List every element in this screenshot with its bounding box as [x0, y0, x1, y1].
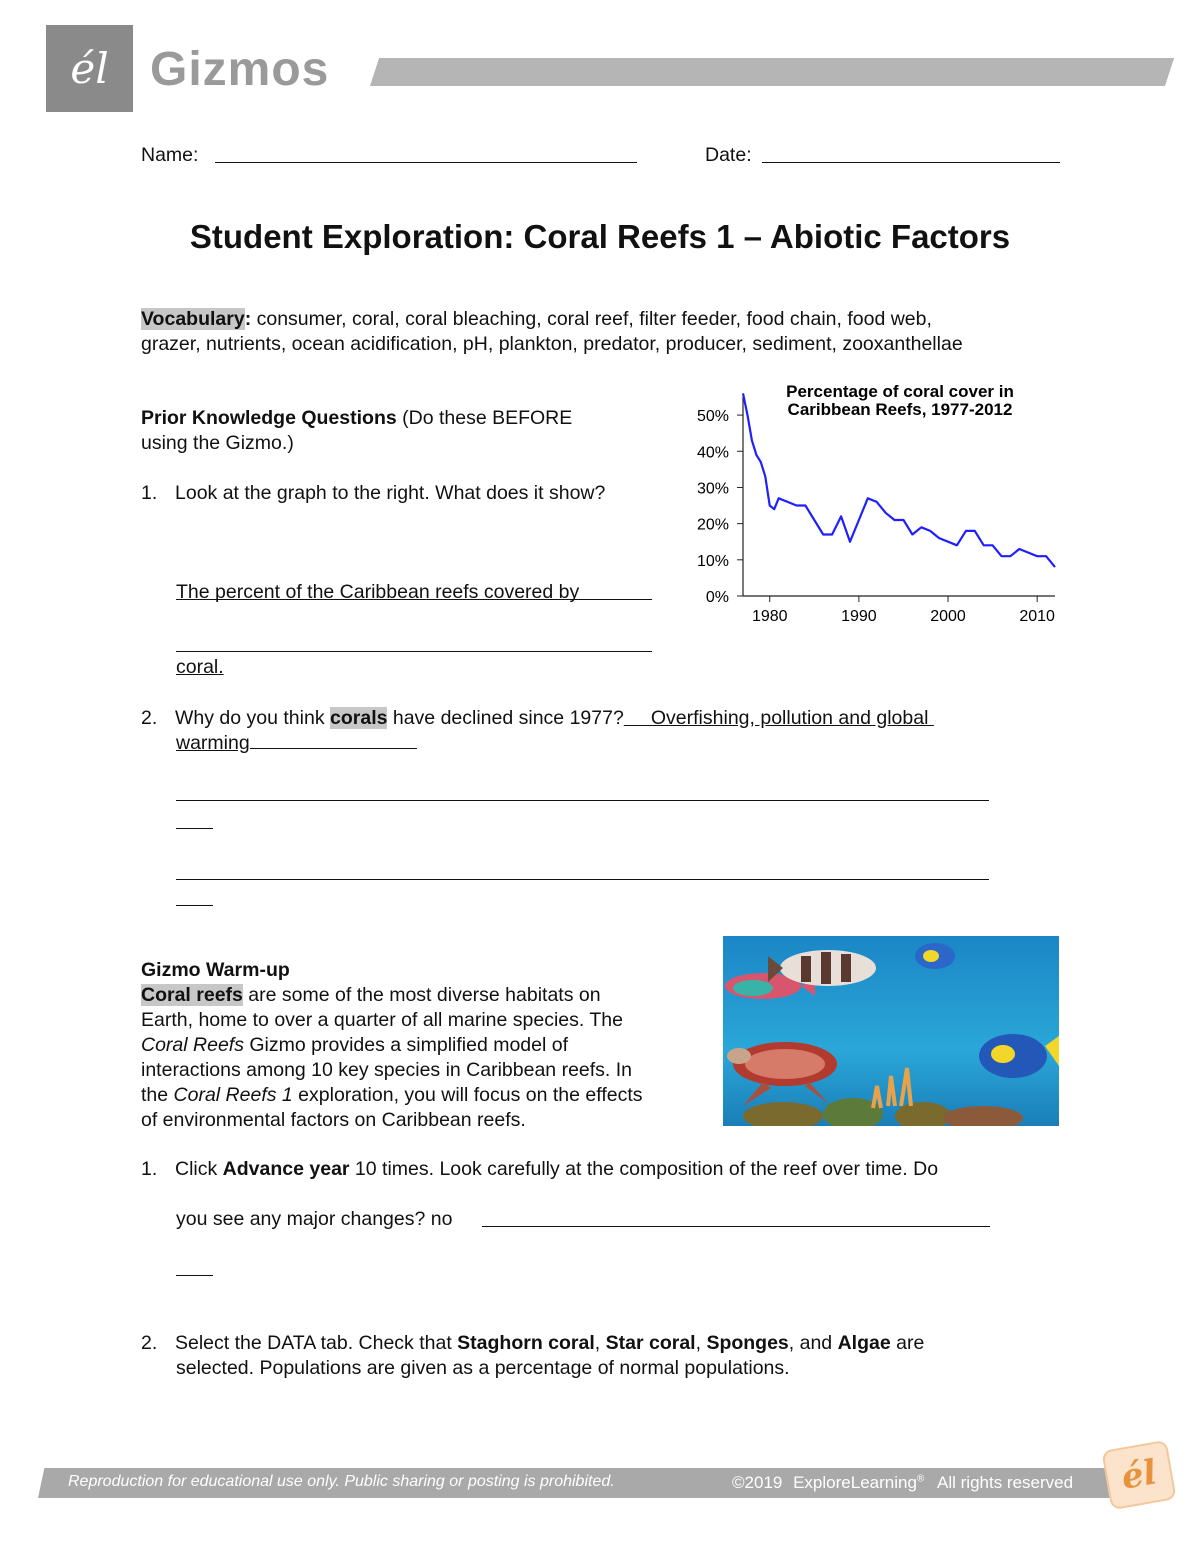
series-line [743, 393, 1055, 567]
date-field[interactable] [762, 162, 1060, 163]
answer-line[interactable] [176, 800, 989, 801]
y-tick-label: 30% [696, 480, 729, 498]
footer-disclaimer: Reproduction for educational use only. Public sharing or posting is prohibited. [68, 1473, 615, 1490]
x-tick-label: 2000 [930, 608, 966, 625]
prior-q1: 1. Look at the graph to the right. What does it show? [141, 482, 606, 504]
header-bar [370, 58, 1174, 86]
el-badge-icon: él [1101, 1440, 1176, 1511]
answer-line[interactable] [482, 1226, 990, 1227]
vocabulary-terms-2: grazer, nutrients, ocean acidification, pH, plankton, predator, producer, sediment, zooxanthellae [141, 333, 963, 355]
y-tick-label: 10% [696, 552, 729, 570]
explorelearning-brand: ExploreLearning [793, 1473, 917, 1492]
chart-series [743, 393, 1055, 567]
prior-q2-answer-2[interactable]: warming [176, 731, 417, 756]
gizmos-logo-box [46, 25, 133, 112]
warmup-q2: 2. Select the DATA tab. Check that Staghorn coral, Star coral, Sponges, and Algae are selected. Populations are given as a percentage of normal populations. [141, 1332, 925, 1379]
footer-copyright: ©2019 ExploreLearning® All rights reserved [732, 1473, 1074, 1492]
coral-cover-chart [670, 372, 1070, 632]
name-field[interactable] [215, 162, 637, 163]
answer-line[interactable] [176, 879, 989, 880]
el-logo-mark: él [70, 44, 109, 93]
chart-title-line-2: Caribbean Reefs, 1977-2012 [787, 400, 1013, 419]
vocabulary-terms-1: consumer, coral, coral bleaching, coral reef, filter feeder, food chain, food web, [251, 308, 932, 330]
y-tick-label: 0% [705, 589, 729, 606]
warmup-section: Gizmo Warm-up Coral reefs are some of the most diverse habitats on Earth, home to over a quarter of all marine species. The Coral Reefs Gizmo provides a simplified model of interactions among 10 key species in Caribbean reefs. In the Coral Reefs 1 exploration, you will focus on the effects of environmental factors on Caribbean reefs. [141, 959, 643, 1131]
answer-line[interactable] [176, 599, 652, 600]
x-tick-label: 1990 [841, 608, 877, 625]
chart-title-line-1: Percentage of coral cover in [786, 382, 1014, 401]
answer-line[interactable] [176, 651, 652, 652]
prior-q2: 2. Why do you think corals have declined since 1977? Overfishing, pollution and global [141, 707, 934, 729]
answer-line[interactable] [176, 1275, 213, 1276]
vocabulary-label: Vocabulary [141, 308, 245, 330]
chart-title [786, 382, 1014, 419]
x-tick-label: 1980 [751, 608, 788, 625]
vocabulary-block: Vocabulary: consumer, coral, coral bleaching, coral reef, filter feeder, food chain, food web, grazer, nutrients, ocean acidification, pH, plankton, predator, producer, sediment, zooxanthellae [141, 307, 1081, 357]
date-label: Date: [705, 144, 752, 166]
warmup-heading: Gizmo Warm-up [141, 959, 290, 981]
answer-line[interactable] [176, 905, 213, 906]
page-title: Student Exploration: Coral Reefs 1 – Abiotic Factors [189, 218, 1011, 255]
prior-q1-text: Look at the graph to the right. What does it show? [175, 482, 606, 504]
corals-term: corals [330, 707, 388, 729]
x-tick-label: 2010 [1019, 608, 1055, 625]
advance-year-term: Advance year [222, 1158, 350, 1180]
angelfish-icon [915, 943, 955, 969]
coral-reefs-term: Coral reefs [141, 984, 243, 1006]
coral-reef-image [723, 936, 1059, 1126]
answer-line[interactable] [176, 828, 213, 829]
warmup-q1-line2: you see any major changes? no [176, 1208, 453, 1230]
prior-knowledge-heading: Prior Knowledge Questions (Do these BEFORE using the Gizmo.) [141, 407, 573, 454]
y-tick-label: 50% [696, 408, 729, 426]
y-tick-label: 20% [696, 516, 729, 534]
name-label: Name: [141, 144, 199, 166]
warmup-q1: 1. Click Advance year 10 times. Look carefully at the composition of the reef over time. Do [141, 1158, 939, 1180]
prior-q2-answer-1[interactable]: Overfishing, pollution and global [623, 707, 934, 729]
gizmos-wordmark: Gizmos [150, 43, 330, 96]
prior-q1-answer[interactable]: The percent of the Caribbean reefs covered by coral. [176, 581, 585, 678]
y-tick-label: 40% [696, 444, 729, 462]
